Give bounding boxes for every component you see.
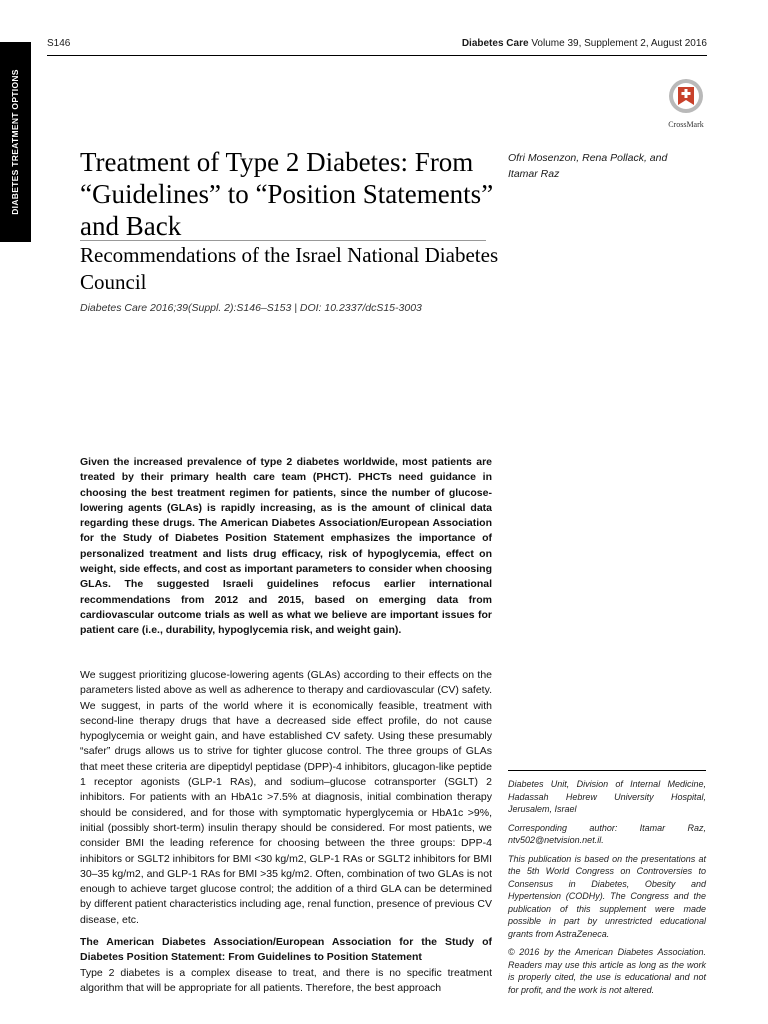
affiliation-rule — [508, 770, 706, 771]
corresponding-author: Corresponding author: Itamar Raz, ntv502@netvision.net.il. — [508, 822, 706, 845]
journal-name: Diabetes Care — [461, 38, 529, 49]
section-heading: The American Diabetes Association/European Association for the Study of Diabetes Position Statement: From Guidelines to Position Statement — [80, 936, 492, 964]
citation-line: Diabetes Care 2016;39(Suppl. 2):S146–S153 | DOI: 10.2337/dcS15-3003 — [80, 302, 422, 314]
author-list: Ofri Mosenzon, Rena Pollack, and Itamar Raz — [508, 152, 668, 180]
article-subtitle: Recommendations of the Israel National Diabetes Council — [80, 243, 499, 294]
crossmark-icon — [668, 78, 704, 114]
section-side-tab — [0, 42, 31, 242]
title-rule — [80, 240, 486, 241]
affiliation-block — [508, 778, 706, 1002]
crossmark-badge[interactable] — [664, 78, 708, 129]
running-head — [462, 38, 707, 49]
body-paragraph: We suggest prioritizing glucose-lowering agents (GLAs) according to their effects on the parameters listed above as well as adherence to therapy and cardiovascular (CV) safety. We suggest, in parts of the world where it is economically feasible, treatment with second-line therapy drugs that have a decreased side effect profile, do not cause hypoglycemia or weight gain, and have established CV safety. Using these presumably “safer” drugs allows us to strive for tighter glucose control. The three groups of GLAs that meet these criteria are dipeptidyl peptidase (DPP)-4 inhibitors, glucagon-like peptide 1 receptor agonists (GLP-1 RAs), and sodium–glucose cotransporter (SGLT) 2 inhibitors. For patients with an HbA1c >7.5% at diagnosis, initial combination therapy should be considered, and for those with symptomatic hyperglycemia or HbA1c >9%, initial (possibly short-term) insulin therapy should be considered. For most patients, we consider BMI the leading reference for choosing between the three groups: DPP-4 inhibitors or SGLT2 inhibitors for BMI <30 kg/m2, GLP-1 RAs or SGLT2 inhibitors for BMI 30–35 kg/m2, and GLP-1 RAs for BMI >35 kg/m2. Often, combination of two GLAs is not enough to achieve target glucose control; the addition of a third GLA can be determined by different patient characteristics including age, renal function, presence of previous CV disease, etc. — [80, 669, 492, 926]
copyright-notice: © 2016 by the American Diabetes Association. Readers may use this article as long as the work is properly cited, the use is educational and not for profit, and the work is not altered. — [508, 947, 706, 995]
crossmark-label: CrossMark — [668, 120, 704, 129]
article-body — [80, 668, 492, 996]
header-rule — [47, 55, 707, 56]
article-title: Treatment of Type 2 Diabetes: From “Guidelines” to “Position Statements” and Back — [80, 147, 494, 241]
affiliation-unit: Diabetes Unit, Division of Internal Medicine, Hadassah Hebrew University Hospital, Jerusalem, Israel — [508, 779, 706, 814]
abstract: Given the increased prevalence of type 2 diabetes worldwide, most patients are treated by their primary health care team (PHCT). PHCTs need guidance in choosing the best treatment regimen for patients, since the number of glucose-lowering agents (GLAs) is rapidly increasing, as is the amount of clinical data regarding these drugs. The American Diabetes Association/European Association for the Study of Diabetes Position Statement emphasizes the importance of personalized treatment and lists drug efficacy, risk of hypoglycemia, effect on weight, side effects, and cost as important parameters to consider when choosing GLAs. The suggested Israeli guidelines refocus earlier international recommendations from 2012 and 2015, based on emerging data from cardiovascular outcome trials as well as what we believe are important issues for patient care (i.e., durability, hypoglycemia risk, and weight gain). — [80, 456, 492, 637]
publication-note: This publication is based on the presentations at the 5th World Congress on Controversies to Consensus in Diabetes, Obesity and Hypertension (CODHy). The Congress and the publication of this supplement were made possible in part by unrestricted educational grants from AstraZeneca. — [508, 853, 706, 939]
side-tab-label: DIABETES TREATMENT OPTIONS — [10, 69, 20, 215]
issue-info: Volume 39, Supplement 2, August 2016 — [531, 38, 707, 49]
body-paragraph: Type 2 diabetes is a complex disease to treat, and there is no specific treatment algorithm that will be appropriate for all patients. Therefore, the best approach — [80, 966, 492, 994]
page-number: S146 — [47, 38, 71, 49]
